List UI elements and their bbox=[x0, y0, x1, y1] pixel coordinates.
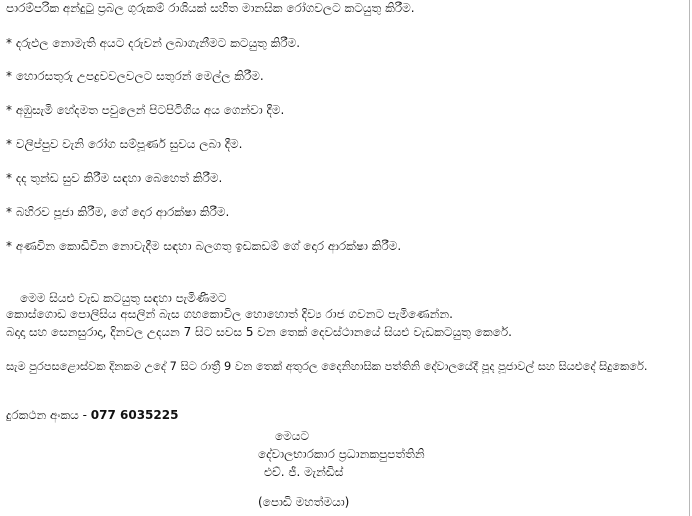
bullet-puja: * බහිරව පූජා කිරීම, ගේ දොර ආරක්ෂා කිරීම. bbox=[6, 205, 230, 219]
signature-salutation: මෙයට bbox=[275, 429, 310, 443]
phone-label: දුරකථන අංකය - bbox=[6, 408, 91, 422]
signature-title: දේවාලභාරකාර ප්‍රධානකපුපත්තිනි bbox=[258, 447, 425, 461]
notice-heading: මෙම සියළු වැඩ කටයුතු සඳහා පැමිණීමට bbox=[20, 291, 227, 305]
phone-line bbox=[6, 407, 178, 423]
bullet-seizures: * වලිප්පුව වැනි රෝග සම්පූර්ණ සුවය ලබා දීම. bbox=[6, 137, 243, 151]
bullet-protection: * අණවින කොඩිවින නොවැදීම සඳහා බලගතු ඉඩකඩම් ගේ දොර ආරක්ෂා කිරීම. bbox=[6, 239, 402, 253]
bullet-enemies: * හොරසතුරු උපද්‍රවවලවලට සතුරන් මෙල්ල කිරීම. bbox=[6, 69, 264, 83]
notice-hours: බදාදා සහ සෙනසුරාදා, දිනවල උදයන 7 සිට සවස 5 වන තෙක් දෙවස්ථානයේ සියළු වැඩකටයුතු කෙරේ. bbox=[6, 325, 512, 339]
bullet-children: * දරුඵල නොමැති අයට දරුවන් ලබාගැනීමට කටයුතු කිරීම. bbox=[6, 36, 301, 50]
bullet-skin: * දද තුන්ඩ සුව කිරීම සඳහා බෙහෙත් කිරීම. bbox=[6, 171, 223, 185]
signature-name: එච්. ජී. මැන්ඩිස් bbox=[264, 465, 344, 479]
page-edge bbox=[689, 0, 690, 516]
phone-number: 077 6035225 bbox=[90, 408, 179, 422]
bullet-family: * අඹුසැමි හේදමත පවුලෙන් පිටපිටිගිය අය ගෙන්වා දීම. bbox=[6, 103, 285, 117]
notice-directions: කොස්ගොඩ පොලිසිය අසලින් බැස ගහකොවිල හොහොත් දිව්‍ය රාජ ගවනට පැමිණෙන්න. bbox=[6, 307, 453, 321]
signature-nickname: (පොඩි මහත්මයා) bbox=[258, 495, 350, 509]
intro-line: පාරම්පරික අන්දුටු ප්‍රබල ගුරුකම් රාශියක් සහිත මානසික රෝගවලට කටයුතු කිරීම. bbox=[6, 1, 415, 15]
notice-poya: සැම පුරපසළොස්වක දිනකම උදේ 7 සිට රාත්‍රී 9 වන තෙක් අතුරල දෛනිහාසික පත්තිනි දේවාලයේදී පූද පූජාවල් සහ සියළුදේ සිදුකෙරේ. bbox=[6, 359, 648, 373]
